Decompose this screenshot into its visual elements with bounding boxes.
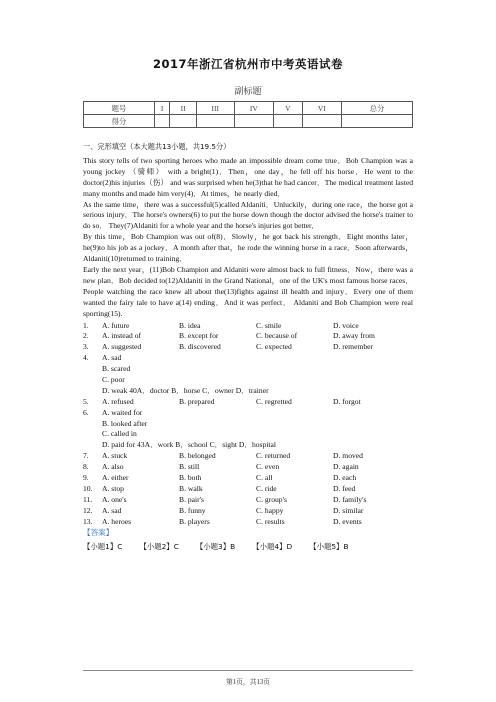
question-number: 8. — [83, 462, 89, 472]
option-a: A. heroes — [102, 516, 132, 526]
score-cell: V — [274, 102, 302, 115]
option-b: B. discovered — [179, 342, 221, 352]
question-number: 13. — [83, 516, 93, 526]
option-b: B. belonged — [179, 451, 216, 461]
score-table-score-row — [84, 115, 413, 128]
question-number: 4. — [83, 353, 89, 363]
score-cell: IV — [234, 102, 274, 115]
option-a: A. stop — [102, 483, 124, 493]
option-d: D. forgot — [333, 396, 361, 406]
option-a: A. also — [102, 462, 124, 472]
option-c: C. expected — [256, 342, 292, 352]
question-number: 12. — [83, 505, 93, 515]
passage-paragraph: By this time，Bob Champion was out of(8)．Slowly，he got back his strength．Eight months later，he(9)to his job as a jockey．A month after that，he rode the winning horse in a race．Soon afterwards，Aldaniti(10)returned to training． — [83, 232, 413, 264]
answer-item: 【小题4】D — [252, 542, 293, 552]
score-cell — [342, 115, 413, 128]
option-line: B. scared — [102, 364, 131, 374]
option-a: A. suggested — [102, 342, 142, 352]
option-d: D. similar — [333, 505, 364, 515]
option-d: D. events — [333, 516, 362, 526]
score-cell — [196, 115, 234, 128]
question-number: 3. — [83, 342, 89, 352]
option-d: D. each — [333, 472, 357, 482]
option-c: C. even — [256, 462, 280, 472]
option-c: C. group's — [256, 494, 287, 504]
question-number: 10. — [83, 483, 93, 493]
option-row — [83, 353, 413, 364]
option-d: D. again — [333, 462, 359, 472]
question-number: 5. — [83, 396, 89, 406]
options-list — [83, 321, 413, 528]
option-row — [83, 484, 413, 495]
score-cell — [234, 115, 274, 128]
passage-paragraph: This story tells of two sporting heroes who made an impossible dream come true．Bob Champion was a young jockey （骑师） with a bright(1)．Then，one day，he fell off his horse．He went to the doctor(2)his injuries（伤） and was surprised when he(3)that he had cancer．The medical treatment lasted many months and made him very(4)．At times，he nearly died． — [83, 155, 413, 198]
score-cell: II — [170, 102, 197, 115]
option-row — [83, 397, 413, 408]
option-line: D. weak 40A．doctor B．horse C．owner D．trainer — [102, 385, 269, 395]
option-a: A. waited for — [102, 407, 143, 417]
score-cell: III — [196, 102, 234, 115]
page-title: 2017年浙江省杭州市中考英语试卷 — [152, 57, 343, 71]
page-subtitle: 副标题 — [234, 87, 262, 97]
option-line: B. looked after — [102, 418, 148, 428]
page-footer: 第1页，共13页 — [225, 679, 271, 686]
option-b: B. funny — [179, 505, 206, 515]
option-c: C. all — [256, 472, 273, 482]
option-a: A. instead of — [102, 331, 142, 341]
question-number: 2. — [83, 331, 89, 341]
option-line: D. paid for 43A．work B．school C．sight D．hospital — [102, 440, 277, 450]
score-table — [83, 101, 413, 128]
answer-label: 【答案】 — [83, 528, 114, 538]
option-b: B. pair's — [179, 494, 204, 504]
option-b: B. idea — [179, 320, 201, 330]
option-c: C. regretted — [256, 396, 292, 406]
score-cell — [170, 115, 197, 128]
option-line: C. poor — [102, 374, 125, 384]
footer-divider — [83, 670, 413, 671]
option-b: B. walk — [179, 483, 203, 493]
option-a: A. stuck — [102, 451, 128, 461]
option-row — [83, 495, 413, 506]
option-d: D. away from — [333, 331, 375, 341]
option-a: A. one's — [102, 494, 127, 504]
option-b: B. still — [179, 462, 200, 472]
option-c: C. returned — [256, 451, 291, 461]
passage-paragraph: As the same time，there was a successful(5)called Aldaniti．Unluckily，during one race，the horse got a serious injury．The horse's owners(6) to put the horse down though the doctor advised the horse's trainer to do so． They(7)Aldaniti for a whole year and the horse's injuries got better． — [83, 199, 413, 231]
question-number: 6. — [83, 407, 89, 417]
option-d: D. voice — [333, 320, 359, 330]
answer-item: 【小题2】C — [139, 542, 179, 552]
score-cell — [302, 115, 342, 128]
answer-item: 【小题1】C — [83, 542, 123, 552]
option-line: C. called in — [102, 429, 137, 439]
score-cell: VI — [302, 102, 342, 115]
option-row — [83, 408, 413, 419]
option-d: D. family's — [333, 494, 367, 504]
option-row — [83, 473, 413, 484]
option-d: D. remember — [333, 342, 374, 352]
option-a: A. refused — [102, 396, 134, 406]
option-b: B. players — [179, 516, 210, 526]
option-row — [83, 517, 413, 528]
answers-row — [83, 542, 413, 553]
option-row — [83, 506, 413, 517]
passage — [83, 156, 413, 320]
question-number: 7. — [83, 451, 89, 461]
question-number: 9. — [83, 472, 89, 482]
option-row — [83, 331, 413, 342]
option-c: C. ride — [256, 483, 277, 493]
option-a: A. future — [102, 320, 130, 330]
option-a: A. sad — [102, 505, 122, 515]
option-c: C. results — [256, 516, 285, 526]
option-a: A. sad — [102, 353, 122, 363]
option-c: C. happy — [256, 505, 284, 515]
answer-item: 【小题3】B — [195, 542, 236, 552]
option-row — [83, 321, 413, 332]
score-cell: I — [154, 102, 170, 115]
question-number: 1. — [83, 320, 89, 330]
option-b: B. prepared — [179, 396, 215, 406]
option-c: C. because of — [256, 331, 298, 341]
score-cell: 题号 — [84, 102, 155, 115]
option-row — [83, 451, 413, 462]
option-d: D. feed — [333, 483, 356, 493]
score-cell: 得分 — [84, 115, 155, 128]
main-content — [83, 142, 413, 553]
section-heading: 一、完形填空（本大题共13小题，共19.5分） — [83, 142, 231, 151]
answer-item: 【小题5】B — [309, 542, 349, 552]
score-cell — [154, 115, 170, 128]
score-table-header-row — [84, 102, 413, 115]
question-number: 11. — [83, 494, 93, 504]
passage-paragraph: Early the next year，(11)Bob Champion and Aldaniti were almost back to full fitness．Now，there was a new plan．Bob decided to(12)Aldaniti in the Grand National，one of the UK's most famous horse races．People watching the race knew all about the(13)fights against ill health and injury．Every one of them wanted the fairy tale to have a(14) ending．And it was perfect． Aldaniti and Bob Champion were real sporting(15). — [83, 264, 413, 318]
score-cell — [274, 115, 302, 128]
option-row — [83, 462, 413, 473]
option-c: C. smile — [256, 320, 282, 330]
option-b: B. except for — [179, 331, 219, 341]
option-d: D. moved — [333, 451, 363, 461]
option-b: B. both — [179, 472, 202, 482]
option-a: A. either — [102, 472, 129, 482]
option-row — [83, 342, 413, 353]
score-cell: 总分 — [342, 102, 413, 115]
